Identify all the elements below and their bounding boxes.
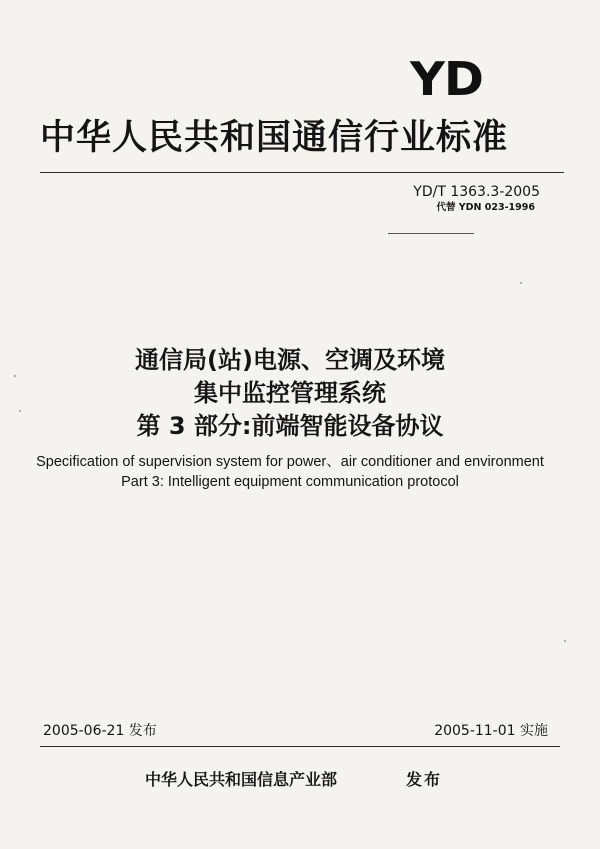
standard-title: 中华人民共和国通信行业标准 (40, 118, 509, 158)
chinese-title (60, 344, 520, 443)
chinese-title-line: 通信局(站)电源、空调及环境 (135, 346, 445, 374)
publish-label: 发布 (406, 770, 443, 789)
publisher: 中华人民共和国信息产业部 (145, 770, 338, 789)
scan-speck (520, 282, 522, 284)
english-title-line: Specification of supervision system for power、air conditioner and environment (36, 454, 544, 470)
implementation-date: 2005-11-01 实施 (434, 723, 548, 739)
replaces-note: 代替 YDN 023-1996 (436, 202, 535, 213)
short-divider (388, 233, 474, 234)
yd-logo: YD (410, 52, 483, 106)
issue-date: 2005-06-21 发布 (43, 723, 157, 739)
scan-speck (14, 375, 16, 377)
chinese-title-line: 第 3 部分:前端智能设备协议 (136, 412, 444, 440)
scan-speck (564, 640, 566, 642)
english-title-line: Part 3: Intelligent equipment communication protocol (121, 474, 459, 490)
chinese-title-line: 集中监控管理系统 (194, 379, 386, 407)
top-divider (40, 172, 564, 173)
english-title (20, 452, 560, 492)
scan-speck (19, 410, 21, 412)
bottom-divider (40, 746, 560, 747)
standard-number: YD/T 1363.3-2005 (413, 184, 540, 200)
